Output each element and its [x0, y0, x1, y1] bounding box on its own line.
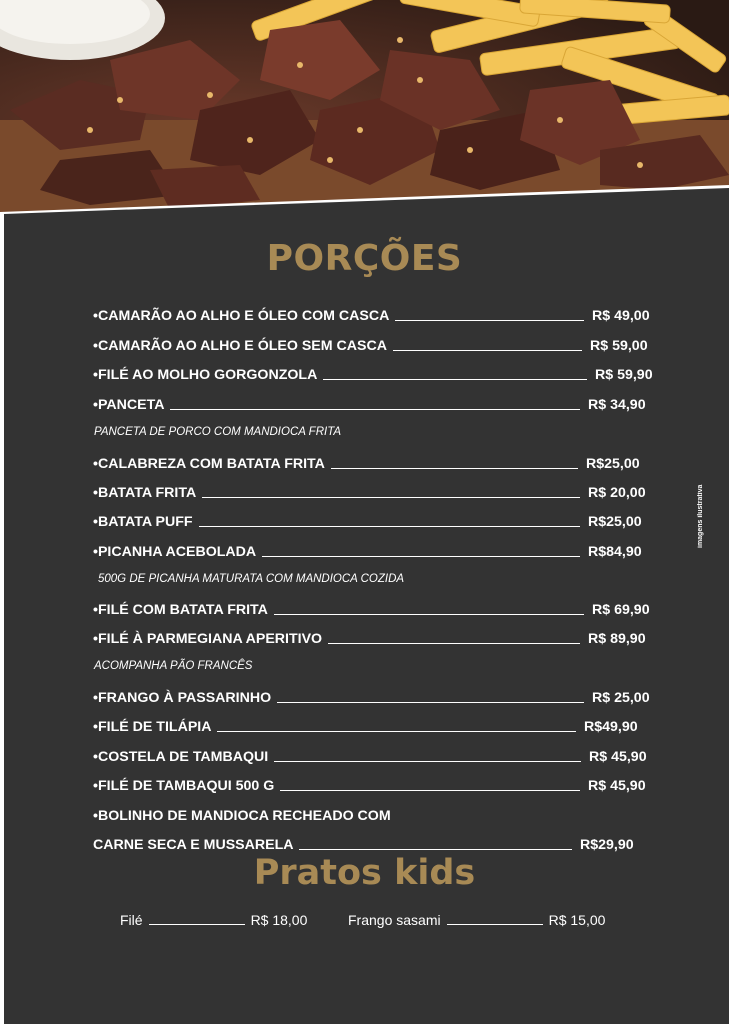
menu-item-name: •PANCETA [93, 397, 165, 413]
dotted-leader-line [149, 924, 245, 925]
menu-item [93, 804, 663, 824]
kids-item-name: Frango sasami [348, 912, 441, 928]
menu-item-name: •FILÉ COM BATATA FRITA [93, 602, 268, 618]
menu-item-price: R$ 20,00 [588, 485, 646, 501]
menu-item-price: R$ 49,00 [592, 308, 650, 324]
menu-item-price: R$ 69,90 [592, 602, 650, 618]
dotted-leader-line [323, 379, 587, 380]
menu-item [93, 510, 648, 530]
dotted-leader-line [170, 409, 580, 410]
menu-item-price: R$25,00 [588, 514, 642, 530]
menu-item-name: •PICANHA ACEBOLADA [93, 544, 257, 560]
menu-item [93, 452, 646, 472]
menu-item-name: •FILÉ DE TAMBAQUI 500 G [93, 778, 275, 794]
menu-item-name: •BATATA FRITA [93, 485, 197, 501]
dotted-leader-line [299, 849, 572, 850]
dotted-leader-line [202, 497, 580, 498]
menu-item [93, 481, 648, 501]
kids-item-price: R$ 15,00 [548, 912, 606, 928]
menu-item [93, 598, 652, 618]
menu-item-name: •BOLINHO DE MANDIOCA RECHEADO COM [93, 808, 391, 824]
menu-item-price: R$ 59,90 [595, 367, 653, 383]
menu-item [93, 627, 648, 647]
menu-item-name: •FILÉ À PARMEGIANA APERITIVO [93, 631, 323, 647]
menu-item-price: R$25,00 [586, 456, 640, 472]
menu-item-name: •FILÉ DE TILÁPIA [93, 719, 212, 735]
menu-item-price: R$ 34,90 [588, 397, 646, 413]
menu-item-price: R$ 89,90 [588, 631, 646, 647]
menu-item-price: R$ 25,00 [592, 690, 650, 706]
kids-item-name: Filé [120, 912, 143, 928]
dotted-leader-line [395, 320, 584, 321]
menu-item [93, 304, 652, 324]
menu-item-name-line2: CARNE SECA E MUSSARELA [93, 837, 294, 853]
section-title-kids: Pratos kids [253, 853, 476, 893]
dotted-leader-line [393, 350, 582, 351]
kids-item-price: R$ 18,00 [250, 912, 308, 928]
dotted-leader-line [331, 468, 578, 469]
menu-item [93, 540, 648, 560]
menu-item [93, 363, 655, 383]
side-note: imagens ilustrativa [697, 484, 704, 548]
dotted-leader-line [262, 556, 580, 557]
menu-item-price: R$ 59,00 [590, 338, 648, 354]
menu-item-description: PANCETA DE PORCO COM MANDIOCA FRITA [94, 426, 342, 438]
menu-item [93, 715, 644, 735]
menu-item-name: •CAMARÃO AO ALHO E ÓLEO COM CASCA [93, 308, 390, 324]
menu-item-description: ACOMPANHA PÃO FRANCÊS [94, 660, 253, 672]
dotted-leader-line [274, 761, 581, 762]
menu-item-name: •COSTELA DE TAMBAQUI [93, 749, 269, 765]
menu-item-price: R$49,90 [584, 719, 638, 735]
menu-item-name: •CAMARÃO AO ALHO E ÓLEO SEM CASCA [93, 338, 387, 354]
dotted-leader-line [280, 790, 580, 791]
dotted-leader-line [199, 526, 580, 527]
menu-item [93, 774, 648, 794]
menu-item [93, 686, 652, 706]
menu-item [93, 833, 640, 853]
dotted-leader-line [274, 614, 584, 615]
menu-item [93, 393, 648, 413]
kids-item [120, 912, 307, 928]
menu-item-description: 500G DE PICANHA MATURATA COM MANDIOCA COZIDA [98, 573, 405, 585]
menu-item-price: R$84,90 [588, 544, 642, 560]
dotted-leader-line [328, 643, 580, 644]
menu-item-price: R$ 45,90 [588, 778, 646, 794]
menu-item-name: •FRANGO À PASSARINHO [93, 690, 272, 706]
menu-item-name: •BATATA PUFF [93, 514, 193, 530]
menu-item-name: •CALABREZA COM BATATA FRITA [93, 456, 325, 472]
dotted-leader-line [447, 924, 543, 925]
menu-item [93, 334, 650, 354]
menu-item-price: R$ 45,90 [589, 749, 647, 765]
dotted-leader-line [217, 731, 576, 732]
menu-item-price: R$29,90 [580, 837, 634, 853]
section-title-porcoes: PORÇÕES [266, 238, 463, 279]
kids-item [348, 912, 605, 928]
menu-item-name: •FILÉ AO MOLHO GORGONZOLA [93, 367, 318, 383]
dotted-leader-line [277, 702, 584, 703]
menu-item [93, 745, 649, 765]
